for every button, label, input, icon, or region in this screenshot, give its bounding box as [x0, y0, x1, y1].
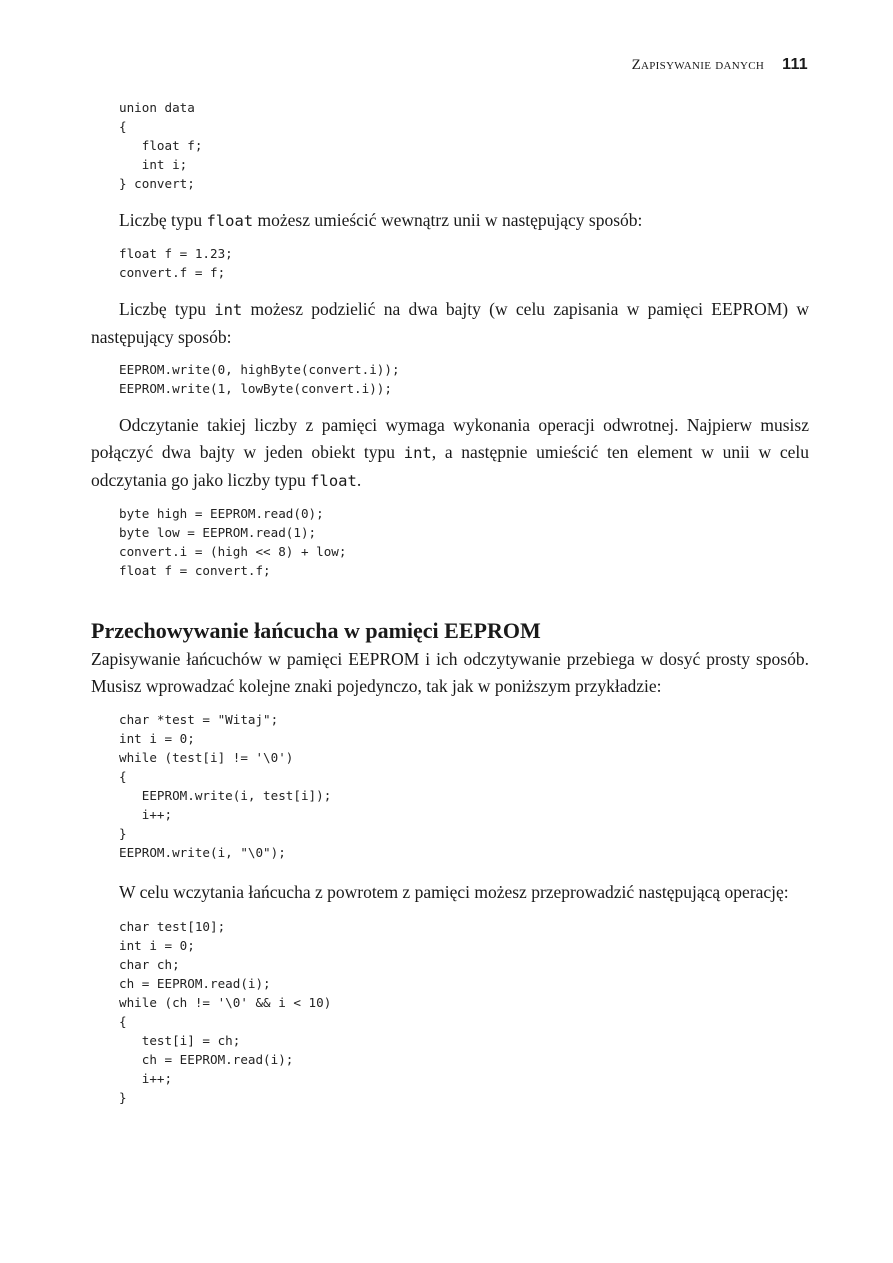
paragraph-text: Liczbę typu: [119, 210, 207, 230]
paragraph-text: możesz umieścić wewnątrz unii w następujący sposób:: [253, 210, 643, 230]
inline-code: int: [214, 301, 243, 319]
section-heading: Przechowywanie łańcucha w pamięci EEPROM: [91, 618, 541, 643]
code-block-eeprom-read: byte high = EEPROM.read(0); byte low = EEPROM.read(1); convert.i = (high << 8) + low; float f = convert.f;: [119, 506, 347, 578]
paragraph-int-split: [91, 296, 809, 351]
paragraph-string-intro: Zapisywanie łańcuchów w pamięci EEPROM i ich odczytywanie przebiega w dosyć prosty sposób. Musisz wprowadzać kolejne znaki pojedynczo, tak jak w poniższym przykładzie:: [91, 649, 809, 696]
code-block-union: union data { float f; int i; } convert;: [119, 100, 203, 191]
paragraph-read-back: [91, 412, 809, 495]
paragraph-float-union: [91, 207, 809, 235]
paragraph-text: Liczbę typu: [119, 299, 215, 319]
paragraph-text: .: [356, 470, 362, 490]
inline-code: float: [310, 472, 357, 490]
paragraph-text: , a następnie umieścić ten element w unii w celu odczytania go jako liczby typu: [91, 442, 810, 490]
page-content: [91, 98, 809, 1107]
paragraph-text: Odczytanie takiej liczby z pamięci wymaga wykonania operacji odwrotnej. Najpierw musisz połączyć dwa bajty w jeden obiekt typu: [91, 415, 809, 462]
code-block-eeprom-write: EEPROM.write(0, highByte(convert.i)); EEPROM.write(1, lowByte(convert.i));: [119, 362, 400, 396]
running-header: [632, 56, 808, 74]
inline-code: int: [403, 444, 432, 462]
code-block-assign-float: float f = 1.23; convert.f = f;: [119, 246, 233, 280]
paragraph-text: możesz podzielić na dwa bajty (w celu zapisania w pamięci EEPROM) w następujący sposób:: [91, 299, 810, 347]
page-number: 111: [782, 56, 808, 73]
code-block-string-write: char *test = "Witaj"; int i = 0; while (test[i] != '\0') { EEPROM.write(i, test[i]); i++; } EEPROM.write(i, "\0");: [119, 712, 332, 860]
section-title: Zapisywanie danych: [631, 57, 765, 73]
code-block-string-read: char test[10]; int i = 0; char ch; ch = EEPROM.read(i); while (ch != '\0' && i < 10) { test[i] = ch; ch = EEPROM.read(i); i++; }: [119, 919, 332, 1105]
paragraph-string-read: W celu wczytania łańcucha z powrotem z pamięci możesz przeprowadzić następującą operację:: [119, 882, 789, 902]
inline-code: float: [206, 212, 254, 230]
